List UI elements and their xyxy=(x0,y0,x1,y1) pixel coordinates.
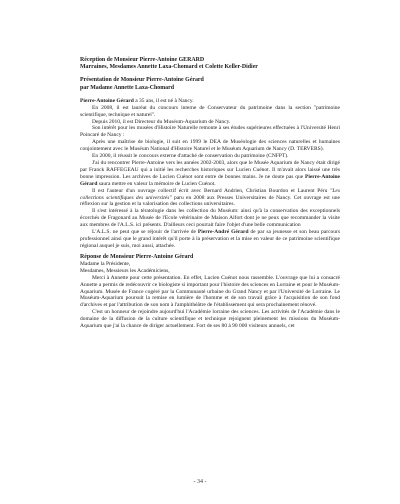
paragraph: En 2000, il réussit le concours externe d'attaché de conservation du patrimoine (CNFPT). xyxy=(92,153,289,160)
paragraph: Merci à Annette pour cette présentation. En effet, Lucien Cuénot nous rassemble. L'ouvrage que lui a consacré Annette a permis de redécouvrir ce biologiste si important pour l'histoire des sciences en Lorraine et pour le Muséum-Aquarium. Musée de France cogéré par la Communauté urbaine du Grand Nancy et par l'Université de Lorraine. Le Muséum-Aquarium poursuit la remise en lumière de l'homme et de son travail grâce à l'acquisition de son fond d'archives et par l'attribution de son nom à l'amphithéâtre de l'établissement qui sera prochainement rénové. xyxy=(80,274,340,309)
book-title: "Les collections scientifiques des universités" xyxy=(80,187,340,201)
paragraph-text: Il est l'auteur d'un ouvrage collectif écrit avec Bernard Andrien, Christian Bourdon et Laurent Péru xyxy=(92,187,331,194)
heading-sponsors: Marraines, Mesdames Annette Laxa-Chomard et Colette Keller-Didier xyxy=(80,64,258,71)
paragraph-text: L'A.L.S. ne peut que se réjouir de l'arrivée de xyxy=(92,229,198,236)
salutation: Madame la Présidente, xyxy=(80,260,131,267)
paragraph-text: J'ai du rencontrer Pierre-Antoine vers les années 2002-2003, alors que le Musée Aquarium de Nancy était dirigé par Franck RAFFEGEAU qui a initié les recherches historiques sur Lucien Cuénot. Il m'avait alors laissé une très bonne impression. Les archives de Lucien Cuénot sont entre de bonnes mains. Je ne doute pas que xyxy=(80,159,340,180)
paragraph-text: de par sa jeunesse et son beau parcours professionnel ainsi que le grand intérêt qu'il porte à la préservation et la mise en valeur de ce patrimoine scientifique régional auquel je suis, moi aussi, attachée. xyxy=(80,229,340,249)
paragraph xyxy=(80,188,340,209)
paragraph: Après une maîtrise de biologie, il suit en 1999 le DEA de Muséologie des sciences naturelles et humaines conjointement avec le Muséum National d'Histoire Naturel et le Muséum Aquarium de Nancy (D. TERVERS). xyxy=(80,139,340,153)
paragraph xyxy=(80,229,340,250)
paragraph-text: paru en 2008 aux Presses Universitaires de Nancy. Cet ouvrage est une réflexion sur la gestion et la valorisation des collections universitaires. xyxy=(80,194,340,208)
name-emphasis: Pierre-André Gérard xyxy=(197,229,249,236)
paragraph: C'est un honneur de rejoindre aujourd'hui l'Académie lorraine des sciences. Les activités de l'Académie dans le domaine de la diffusion de la culture scientifique et technique rejoignent pleinement les missions du Muséum-Aquarium que j'ai la chance de diriger actuellement. Fort de ses 80 à 90 000 visiteurs annuels, cet xyxy=(80,309,340,330)
name-emphasis: Pierre-Antoine Gérard xyxy=(80,173,340,187)
paragraph xyxy=(80,160,340,188)
heading-presentation: Présentation de Monsieur Pierre-Antoine Gérard xyxy=(80,77,204,84)
paragraph: Son intérêt pour les musées d'Histoire Naturelle remonte à ses études supérieures effectuées à l'Université Henri Poincaré de Nancy : xyxy=(80,125,340,139)
paragraph-intro xyxy=(80,98,340,105)
salutation: Mesdames, Messieurs les Académiciens, xyxy=(80,267,170,274)
paragraph: Depuis 2010, il est Directeur du Muséum-Aquarium de Nancy. xyxy=(92,118,231,125)
heading-presenter: par Madame Annette Laxa-Chomard xyxy=(80,84,174,91)
heading-reception: Réception de Monsieur Pierre-Antoine GERARD xyxy=(80,57,205,63)
paragraph: Il s'est intéressé à la tératologie dans les collection du Muséum: ainsi qu'à la conservation des exceptionnels écorchés de Fragonard au Musée de l'Ecole vétérinaire de Maison Alfort dont je ne peux que recommander la visite aux membres de l'A.L.S. ici présents. D'ailleurs ceci pourrait faire l'objet d'une belle communication xyxy=(80,208,340,229)
paragraph-text: saura mettre en valeur la mémoire de Lucien Cuénot. xyxy=(97,180,216,187)
paragraph-text: a 35 ans, il est né à Nancy. xyxy=(133,97,194,104)
paragraph: En 2008, il est lauréat du concours interne de Conservateur du patrimoine dans la section "patrimoine scientifique, technique et naturel". xyxy=(80,104,340,118)
name-emphasis: Pierre-Antoine Gérard xyxy=(80,97,134,104)
page-number: - 34 - xyxy=(193,479,207,485)
heading-response: Réponse de Monsieur Pierre-Antoine Gérard xyxy=(80,253,194,260)
